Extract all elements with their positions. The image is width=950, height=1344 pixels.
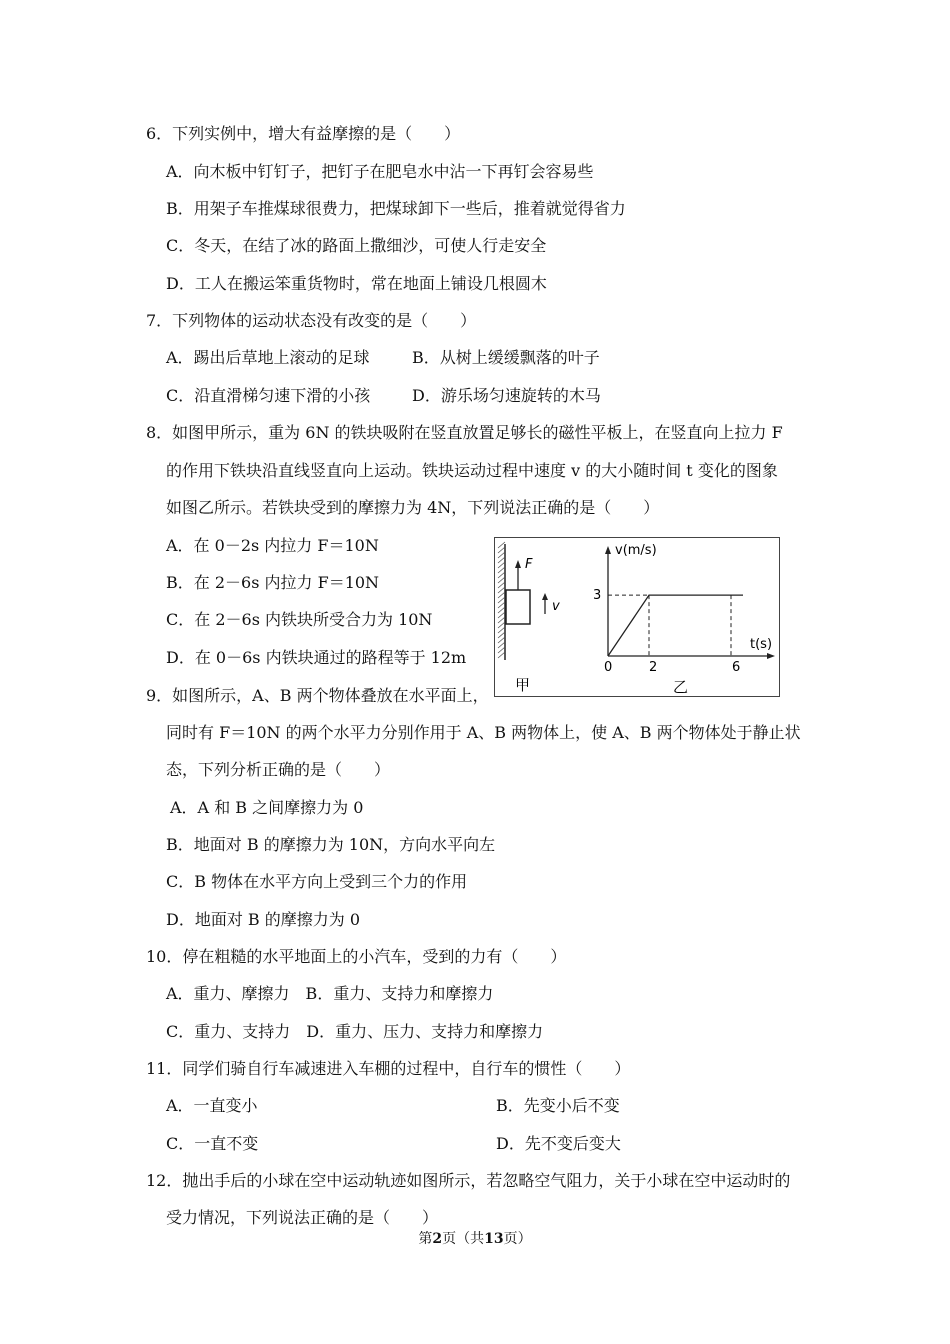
q7-option-b: B．从树上缓缓飘落的叶子 bbox=[412, 348, 600, 367]
wall-hatch-line bbox=[498, 552, 505, 558]
q7-option-c: C．沿直滑梯匀速下滑的小孩 bbox=[166, 386, 371, 405]
wall-hatch-line bbox=[498, 577, 505, 583]
wall-hatch-line bbox=[498, 612, 505, 618]
footer-total-pages: 13 bbox=[484, 1231, 504, 1247]
q11-option-d: D．先不变后变大 bbox=[496, 1134, 621, 1153]
q12-stem-line1: 12．抛出手后的小球在空中运动轨迹如图所示，若忽略空气阻力，关于小球在空中运动时的 bbox=[146, 1171, 791, 1190]
q11-stem: 11．同学们骑自行车减速进入车棚的过程中，自行车的惯性（ ） bbox=[146, 1059, 631, 1078]
wall-hatch-line bbox=[498, 572, 505, 578]
wall-hatch-line bbox=[498, 642, 505, 648]
q7-option-a: A．踢出后草地上滚动的足球 bbox=[166, 348, 370, 367]
velocity-curve bbox=[608, 595, 743, 656]
force-label: F bbox=[525, 557, 533, 572]
x-axis-arrowhead bbox=[767, 653, 775, 659]
q8-figure-svg bbox=[495, 538, 781, 698]
q7-option-d: D．游乐场匀速旋转的木马 bbox=[412, 386, 601, 405]
footer-prefix: 第 bbox=[418, 1231, 433, 1247]
wall-hatch-line bbox=[498, 602, 505, 608]
q8-option-c: C．在 2－6s 内铁块所受合力为 10N bbox=[166, 610, 433, 629]
q8-option-d: D．在 0－6s 内铁块通过的路程等于 12m bbox=[166, 648, 467, 667]
wall-hatch-line bbox=[498, 617, 505, 623]
q8-stem-line2: 的作用下铁块沿直线竖直向上运动。铁块运动过程中速度 v 的大小随时间 t 变化的图象 bbox=[166, 461, 778, 480]
footer-middle: 页（共 bbox=[442, 1231, 485, 1247]
force-arrowhead bbox=[515, 560, 521, 568]
wall-hatch-line bbox=[498, 547, 505, 553]
wall-hatch-line bbox=[498, 647, 505, 653]
q9-option-d: D．地面对 B 的摩擦力为 0 bbox=[166, 910, 361, 929]
q9-stem-line1: 9．如图所示，A、B 两个物体叠放在水平面上， bbox=[146, 686, 489, 705]
label-yi: 乙 bbox=[673, 678, 689, 696]
y-axis-arrowhead bbox=[605, 546, 611, 554]
q9-option-c: C．B 物体在水平方向上受到三个力的作用 bbox=[166, 872, 468, 891]
label-jia: 甲 bbox=[515, 676, 531, 694]
wall-hatch-line bbox=[498, 627, 505, 633]
wall bbox=[498, 542, 505, 660]
x-axis-label: t(s) bbox=[750, 637, 773, 652]
q9-option-a: A．A 和 B 之间摩擦力为 0 bbox=[170, 798, 364, 817]
wall-hatch-line bbox=[498, 582, 505, 588]
q10-options-cd: C．重力、支持力 D．重力、压力、支持力和摩擦力 bbox=[166, 1022, 544, 1041]
x-tick-label-2: 2 bbox=[649, 660, 658, 675]
q8-stem-line1: 8．如图甲所示，重为 6N 的铁块吸附在竖直放置足够长的磁性平板上，在竖直向上拉力 F bbox=[146, 423, 783, 442]
q10-options-ab: A．重力、摩擦力 B．重力、支持力和摩擦力 bbox=[166, 984, 494, 1003]
velocity-label: v bbox=[552, 599, 560, 614]
wall-hatch-line bbox=[498, 607, 505, 613]
q9-stem-line3: 态，下列分析正确的是（ ） bbox=[166, 760, 391, 779]
x-tick-label-6: 6 bbox=[732, 660, 741, 675]
wall-hatch-line bbox=[498, 632, 505, 638]
q6-option-c: C．冬天，在结了冰的路面上撒细沙，可使人行走安全 bbox=[166, 236, 547, 255]
q8-option-b: B．在 2－6s 内拉力 F＝10N bbox=[166, 573, 380, 592]
q6-option-a: A．向木板中钉钉子，把钉子在肥皂水中沾一下再钉会容易些 bbox=[166, 162, 594, 181]
wall-hatch-line bbox=[498, 652, 505, 658]
q6-option-b: B．用架子车推煤球很费力，把煤球卸下一些后，推着就觉得省力 bbox=[166, 199, 626, 218]
vt-graph bbox=[593, 543, 775, 675]
wall-hatch-line bbox=[498, 567, 505, 573]
y-axis-label: v(m/s) bbox=[615, 543, 657, 558]
q11-option-a: A．一直变小 bbox=[166, 1096, 258, 1115]
footer-page-number: 2 bbox=[432, 1231, 443, 1247]
page-footer bbox=[0, 1230, 950, 1248]
wall-hatch-line bbox=[498, 622, 505, 628]
q8-figure bbox=[494, 537, 780, 697]
wall-hatch-line bbox=[498, 592, 505, 598]
q10-stem: 10．停在粗糙的水平地面上的小汽车，受到的力有（ ） bbox=[146, 947, 567, 966]
wall-hatch-line bbox=[498, 557, 505, 563]
q8-option-a: A．在 0－2s 内拉力 F＝10N bbox=[166, 536, 379, 555]
velocity-arrowhead bbox=[542, 593, 548, 600]
wall-hatch-line bbox=[498, 587, 505, 593]
q6-option-d: D．工人在搬运笨重货物时，常在地面上铺设几根圆木 bbox=[166, 274, 547, 293]
iron-block bbox=[506, 590, 530, 624]
q12-stem-line2: 受力情况，下列说法正确的是（ ） bbox=[166, 1208, 439, 1227]
x-tick-label-0: 0 bbox=[604, 660, 613, 675]
footer-suffix: 页） bbox=[503, 1231, 532, 1247]
q9-stem-line2: 同时有 F＝10N 的两个水平力分别作用于 A、B 两物体上，使 A、B 两个物体处于静止状 bbox=[166, 723, 801, 742]
wall-hatch-line bbox=[498, 562, 505, 568]
y-tick-label: 3 bbox=[593, 588, 602, 603]
wall-hatch-line bbox=[498, 637, 505, 643]
q11-option-b: B．先变小后不变 bbox=[496, 1096, 620, 1115]
wall-hatch-line bbox=[498, 597, 505, 603]
q11-option-c: C．一直不变 bbox=[166, 1134, 259, 1153]
q9-option-b: B．地面对 B 的摩擦力为 10N，方向水平向左 bbox=[166, 835, 496, 854]
wall-hatch-line bbox=[498, 542, 505, 548]
q8-stem-line3: 如图乙所示。若铁块受到的摩擦力为 4N，下列说法正确的是（ ） bbox=[166, 498, 660, 517]
q6-stem: 6．下列实例中，增大有益摩擦的是（ ） bbox=[146, 124, 461, 143]
q7-stem: 7．下列物体的运动状态没有改变的是（ ） bbox=[146, 311, 477, 330]
